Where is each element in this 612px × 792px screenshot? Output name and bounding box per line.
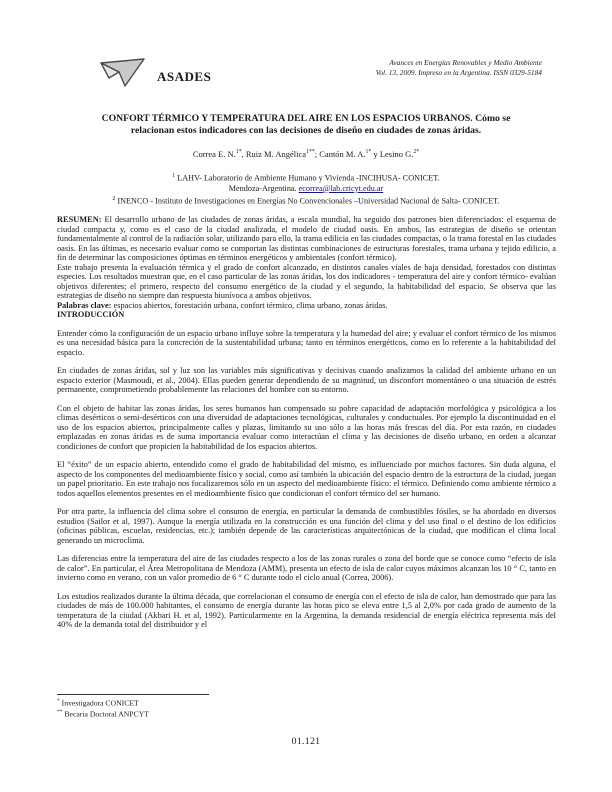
author-separator: , [241,149,246,159]
affiliation-superscript: 1 [172,173,176,179]
author-separator: ; [314,149,320,159]
intro-paragraph: Los estudios realizados durante la última década, que correlacionan el consumo de energía con el efecto de isla de calor, han demostrado que para las ciudades de más de 100.000 habitantes, el consumo de energía durante las horas pico se eleva entre 1,5 al 2,0% por cada grado de aumento de la temperatura de la ciudad (Akbari H. et al, 1992). Particularmente en la Argentina, la demanda residencial de energía eléctrica representa más del 40% de la demanda total del distribuidor y el [57,591,556,629]
keywords-label: Palabras clave: [57,300,112,310]
author [380,149,419,159]
footnotes [57,694,377,719]
affiliations [31,171,581,206]
footnote [57,697,377,708]
affiliation-text: LAHV- Laboratorio de Ambiente Humano y Vivienda -INCIHUSA- CONICET. [175,173,440,183]
asades-logo [98,56,211,89]
author [246,149,319,159]
affiliation-text: Mendoza-Argentina. [228,183,299,193]
affiliation-superscript: 2 [112,195,116,202]
paper-title-line1: CONFORT TÉRMICO Y TEMPERATURA DEL AIRE EN LOS ESPACIOS URBANOS. Cómo se [101,113,511,124]
footnote [57,708,377,719]
abstract-label: RESUMEN: [57,215,102,224]
paper-title-line2: relacionan estos indicadores con las decisiones de diseño en ciudades de zonas áridas. [130,125,482,136]
footnote-marker: ** [57,708,63,715]
author-name: Ruiz M. Angélica [245,149,307,159]
author-superscript: 1* [365,149,372,156]
author-superscript: 1* [235,149,242,156]
journal-volume-issn: Vol. 13, 2009. Impreso en la Argentina. ISSN 0329-5184 [375,67,542,77]
intro-paragraph: En ciudades de zonas áridas, sol y luz son las variables más significativas y decisivas cuando analizamos la calidad del ambiente urbano en un espacio exterior (Masmoudi, et al., 2004). Ellas pueden generar dependiendo de su magnitud, un disconfort momentáneo o una situación de estrés permanente, comprometiendo probablemente las relaciones del hombre con su entorno. [57,366,556,394]
contact-email-link[interactable]: ecorrea@lab.cricyt.edu.ar [298,183,384,193]
affiliation-line [31,184,581,194]
intro-paragraph: El “éxito” de un espacio abierto, entendido como el grado de habitabilidad del mismo, es influenciado por muchos factores. Sin duda alguna, el aspecto de los componentes del medioambiente físico y social, como así también la ubicación del espacio dentro de la estructura de la ciudad, juegan un papel prioritario. En este trabajo nos focalizaremos sólo en un aspecto del medioambiente físico: el térmico. Definiendo como ambiente térmico a todos aquellos elementos presentes en el medioambiente físico que condicionan el confort térmico del ser humano. [57,460,556,498]
intro-paragraph: Las diferencias entre la temperatura del aire de las ciudades respecto a los de las zonas rurales o zona del borde que se conoce como “efecto de isla de calor”. En particular, el Área Metropolitana de Mendoza (AMM), presenta un efecto de isla de calor cuyos máximos alcanzan los 10 ° C, tanto en invierno como en verano, con un valor promedio de 6 ° C durante todo el ciclo anual (Correa, 2006). [57,554,556,582]
abstract-paragraph-1 [57,215,556,263]
paper-title [56,113,556,137]
footnote-rule [57,694,209,695]
footnote-text: Investigadora CONICET [61,698,139,708]
author-superscript: 1** [306,149,315,156]
keywords-line [57,301,556,311]
page-number: 01.121 [291,736,321,747]
author-name: Correa E. N. [192,149,236,159]
footnote-marker: * [57,698,60,704]
author-superscript: 2* [413,149,420,156]
footnote-text: Becaria Doctoral ANPCYT [64,709,149,719]
author [319,149,380,159]
affiliation-line [31,194,581,207]
keywords-text: espacios abiertos, forestación urbana, confort térmico, clima urbano, zonas áridas. [111,300,388,310]
author [193,149,246,159]
intro-paragraph: Con el objeto de habitar las zonas áridas, los seres humanos han compensado su pobre capacidad de adaptación morfológica y psicológica a los climas desérticos o semi-desérticos con una diversidad de adaptaciones tecnológicas, culturales y conductuales. Por ejemplo la discontinuidad en el uso de los espacios abiertos, principalmente calles y plazas, limitando su uso sólo a las horas más frescas del día. Por esta razón, en ciudades emplazadas en zonas áridas es de suma importancia evaluar como interactúan el clima y las decisiones de diseño urbano, en orden a alcanzar condiciones de confort que propicien la habitabilidad de los espacios abiertos. [57,403,556,451]
affiliation-line [31,171,581,184]
intro-paragraph: Entender cómo la configuración de un espacio urbano influye sobre la temperatura y la humedad del aire; y evaluar el confort térmico de los mismos es una necesidad básica para la concreción de la sustentabilidad urbana; tanto en términos energéticos, como en lo referente a la habitabilidad del espacio. [57,328,556,357]
author-separator: y [371,149,380,159]
section-heading-introduccion: INTRODUCCIÓN [57,310,125,319]
page-header [0,56,612,89]
abstract-paragraph-2: Este trabajo presenta la evaluación térmica y el grado de confort alcanzado, en distintos canales viales de baja densidad, forestados con distintas especies. Los resultados muestran que, en el caso particular de las zonas áridas, los dos indicadores - temperatura del aire y confort térmico- evalúan objetivos diferentes; el primero, respecto del consumo energético de la ciudad y el segundo, la habitabilidad del espacio. Se observa que las estrategias de diseño no siempre dan respuesta biunívoca a ambos objetivos. [57,262,556,300]
intro-paragraph: Por otra parte, la influencia del clima sobre el consumo de energía, en particular la demanda de combustibles fósiles, se ha abordado en diversos estudios (Sailor et al, 1997). Aunque la energía utilizada en la construcción es una función del clima y del uso final o el destino de los edificios (oficinas públicas, escuelas, residencias, etc.); también depende de las características arquitectónicas de la ciudad, que modifican el clima local generando un microclima. [57,507,556,545]
asades-arrow-icon [98,56,148,89]
paper-body [57,215,556,630]
abstract-text-1: El desarrollo urbano de las ciudades de zonas áridas, a escala mundial, ha seguido dos patrones bien diferenciados: el esquema de ciudad compacta y, como es el caso de la ciudad analizada, el modelo de ciudad oasis. En ambos, las estrategias de diseño se orientan fundamentalmente al control de la radiación solar, utilizando para ello, la trama edilicia en las ciudades compactas, o la trama forestal en las ciudades oasis. En las últimas, es necesario evaluar como se comportan las distintas combinaciones de estructuras forestales, trama urbana y tejido edilicio, a fin de determinar las composiciones óptimas en términos energéticos y ambientales (confort térmico). [57,215,557,262]
author-name: Lesino G. [379,149,414,159]
authors-line [56,149,556,159]
affiliation-text: INENCO - Instituto de Investigaciones en Energías No Convencionales –Universidad Nacional de Salta- CONICET. [115,196,500,206]
journal-info [376,58,542,77]
asades-logo-text: ASADES [157,68,212,84]
journal-name: Avances en Energías Renovables y Medio Ambiente [389,58,542,67]
author-name: Cantón M. A. [319,149,366,159]
